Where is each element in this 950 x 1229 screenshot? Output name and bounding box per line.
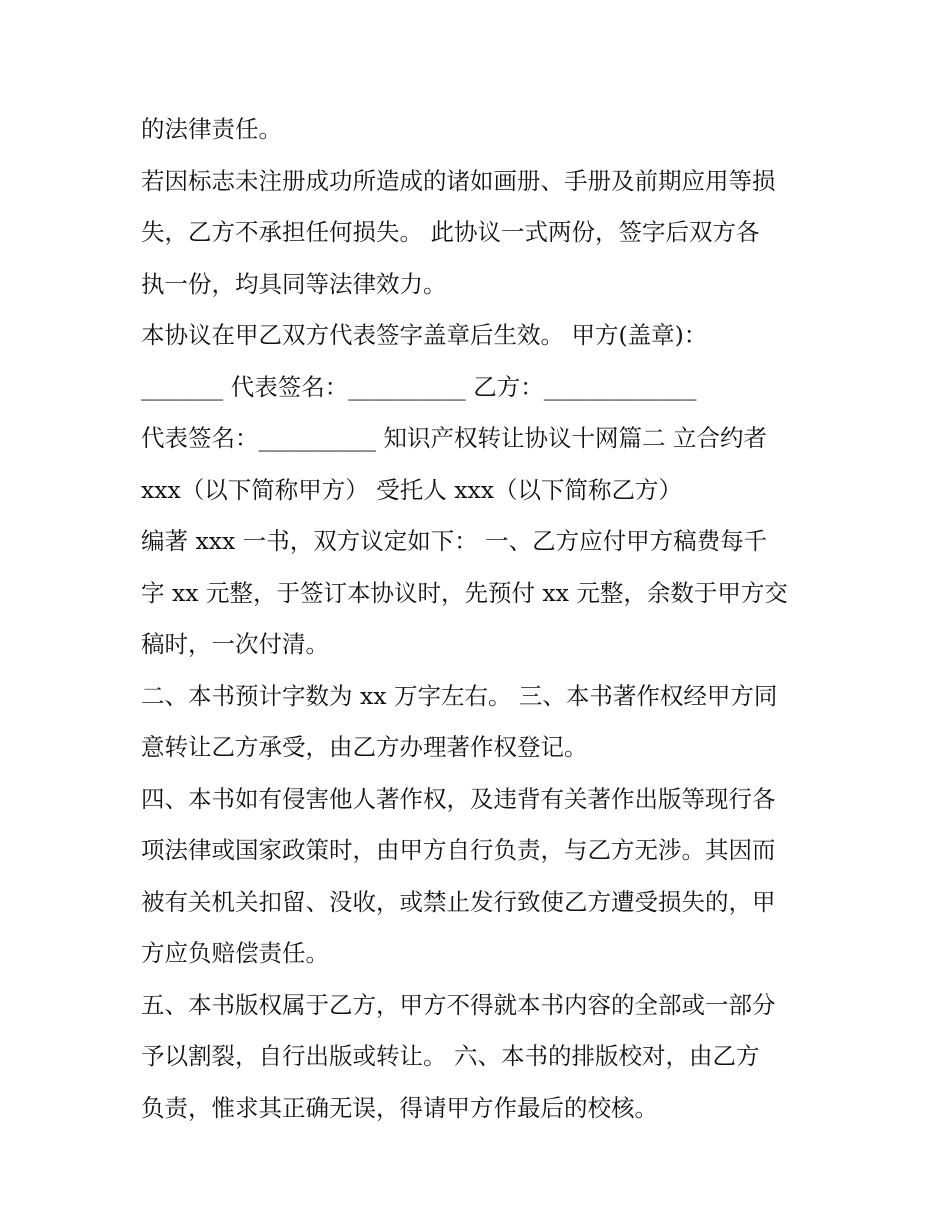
text-line: 二、本书预计字数为 xx 万字左右。 三、本书著作权经甲方同 <box>141 681 778 710</box>
text-line: _______ 代表签名：__________ 乙方：_____________ <box>141 372 697 401</box>
text-line: 被有关机关扣留、没收，或禁止发行致使乙方遭受损失的，甲 <box>141 887 776 916</box>
text-line: 方应负赔偿责任。 <box>141 939 329 967</box>
text-line: 的法律责任。 <box>141 115 282 143</box>
text-line: 若因标志未注册成功所造成的诸如画册、手册及前期应用等损 <box>141 166 776 195</box>
text-line: 项法律或国家政策时，由甲方自行负责，与乙方无涉。其因而 <box>141 836 776 864</box>
text-line: 字 xx 元整，于签订本协议时，先预付 xx 元整，余数于甲方交 <box>141 578 788 607</box>
text-line: 负责，惟求其正确无误，得请甲方作最后的校核。 <box>141 1093 658 1122</box>
text-line: 四、本书如有侵害他人著作权，及违背有关著作出版等现行各 <box>141 784 776 813</box>
text-line: 意转让乙方承受，由乙方办理著作权登记。 <box>141 733 588 761</box>
text-line: 执一份，均具同等法律效力。 <box>141 269 447 298</box>
document-body <box>141 104 821 1134</box>
text-line: 本协议在甲乙双方代表签字盖章后生效。 甲方(盖章)： <box>141 321 708 349</box>
text-line: 代表签名：__________ 知识产权转让协议十网篇二 立合约者 <box>141 424 767 452</box>
text-line: xxx（以下简称甲方） 受托人 xxx（以下简称乙方） <box>141 475 682 504</box>
text-line: 编著 xxx 一书，双方议定如下： 一、乙方应付甲方稿费每千 <box>141 527 768 555</box>
text-line: 稿时，一次付清。 <box>141 630 329 658</box>
text-line: 失，乙方不承担任何损失。 此协议一式两份，签字后双方各 <box>141 218 760 246</box>
text-line: 五、本书版权属于乙方，甲方不得就本书内容的全部或一部分 <box>141 990 776 1019</box>
text-line: 予以割裂，自行出版或转让。 六、本书的排版校对，由乙方 <box>141 1042 760 1070</box>
